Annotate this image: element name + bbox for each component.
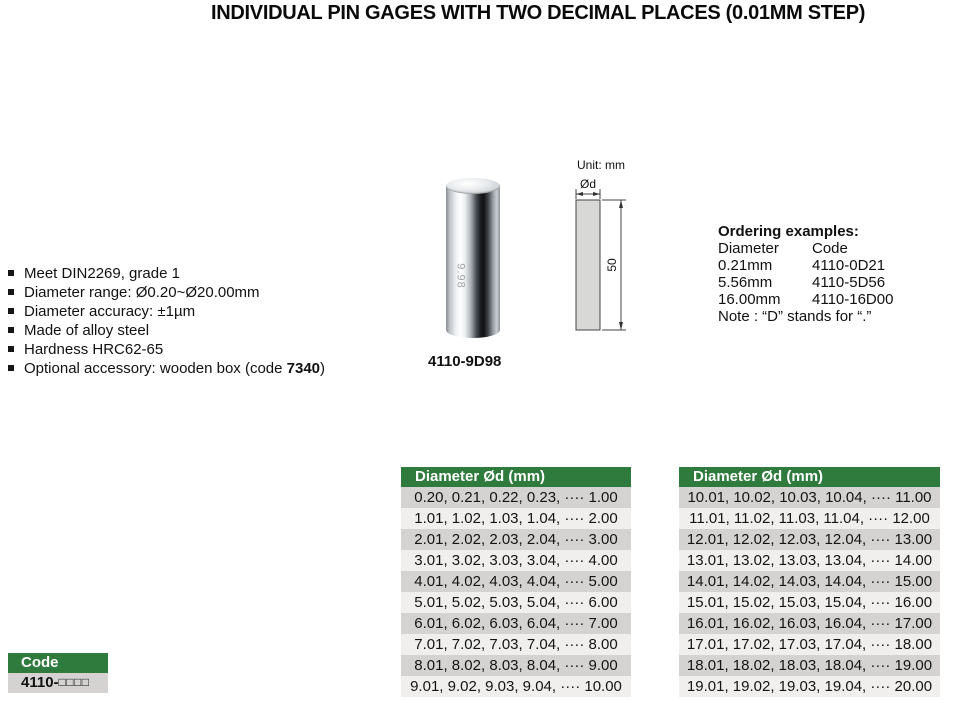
table-row: 10.01, 10.02, 10.03, 10.04, ···· 11.00 <box>679 487 940 508</box>
table-row: 1.01, 1.02, 1.03, 1.04, ···· 2.00 <box>401 508 631 529</box>
ordering-note: Note : “D” stands for “.” <box>718 308 872 325</box>
ordering-example-row: 0.21mm 4110-0D21 <box>718 257 886 274</box>
table-row: 8.01, 8.02, 8.03, 8.04, ···· 9.00 <box>401 655 631 676</box>
pin-outline-rect <box>576 200 600 330</box>
diameter-table-2 <box>679 467 940 697</box>
table-row: 19.01, 19.02, 19.03, 19.04, ···· 20.00 <box>679 676 940 697</box>
unit-label: Unit: mm <box>577 158 625 172</box>
table-row: 3.01, 3.02, 3.03, 3.04, ···· 4.00 <box>401 550 631 571</box>
length-dim-label: 50 <box>605 258 619 272</box>
feature-item: Hardness HRC62-65 <box>8 340 325 359</box>
ordering-header-row <box>718 240 893 257</box>
ordering-col-diameter: Diameter <box>718 240 779 257</box>
diameter-table-2-header: Diameter Ød (mm) <box>679 467 940 487</box>
code-prefix: 4110- <box>21 674 59 691</box>
feature-list <box>8 264 325 378</box>
feature-item: Diameter range: Ø0.20~Ø20.00mm <box>8 283 325 302</box>
pin-body <box>446 185 500 338</box>
table-row: 16.01, 16.02, 16.03, 16.04, ···· 17.00 <box>679 613 940 634</box>
arrowhead-right-icon <box>593 192 600 196</box>
pin-top-face <box>446 178 500 194</box>
diameter-table-1-header: Diameter Ød (mm) <box>401 467 631 487</box>
table-row: 2.01, 2.02, 2.03, 2.04, ···· 3.00 <box>401 529 631 550</box>
feature-item: Made of alloy steel <box>8 321 325 340</box>
table-row: 14.01, 14.02, 14.03, 14.04, ···· 15.00 <box>679 571 940 592</box>
table-row: 6.01, 6.02, 6.03, 6.04, ···· 7.00 <box>401 613 631 634</box>
diameter-table-1-body <box>401 487 631 697</box>
diameter-table-1 <box>401 467 631 697</box>
feature-item: Meet DIN2269, grade 1 <box>8 264 325 283</box>
arrowhead-down-icon <box>619 322 623 330</box>
arrowhead-left-icon <box>576 192 583 196</box>
table-row: 15.01, 15.02, 15.03, 15.04, ···· 16.00 <box>679 592 940 613</box>
ordering-examples <box>718 223 893 325</box>
pin-gage-photo <box>446 178 500 338</box>
code-box <box>8 653 108 693</box>
code-pattern <box>8 673 108 693</box>
feature-item: Optional accessory: wooden box (code 7340) <box>8 359 325 378</box>
ordering-example-row: 16.00mm 4110-16D00 <box>718 291 894 308</box>
table-row: 4.01, 4.02, 4.03, 4.04, ···· 5.00 <box>401 571 631 592</box>
arrowhead-up-icon <box>619 200 623 208</box>
ordering-title: Ordering examples: <box>718 223 859 240</box>
table-row: 13.01, 13.02, 13.03, 13.04, ···· 14.00 <box>679 550 940 571</box>
page-title: INDIVIDUAL PIN GAGES WITH TWO DECIMAL PLACES (0.01MM STEP) <box>211 2 866 24</box>
ordering-col-code: Code <box>812 240 848 257</box>
table-row: 9.01, 9.02, 9.03, 9.04, ···· 10.00 <box>401 676 631 697</box>
table-row: 18.01, 18.02, 18.03, 18.04, ···· 19.00 <box>679 655 940 676</box>
diameter-dim-label: Ød <box>579 177 597 191</box>
table-row: 7.01, 7.02, 7.03, 7.04, ···· 8.00 <box>401 634 631 655</box>
table-row: 12.01, 12.02, 12.03, 12.04, ···· 13.00 <box>679 529 940 550</box>
feature-item: Diameter accuracy: ±1µm <box>8 302 325 321</box>
diameter-table-2-body <box>679 487 940 697</box>
pin-model-label: 4110-9D98 <box>428 353 502 370</box>
pin-engraving: 9.98 <box>454 263 467 289</box>
table-row: 5.01, 5.02, 5.03, 5.04, ···· 6.00 <box>401 592 631 613</box>
table-row: 11.01, 11.02, 11.03, 11.04, ···· 12.00 <box>679 508 940 529</box>
ordering-rows <box>718 257 893 308</box>
ordering-example-row: 5.56mm 4110-5D56 <box>718 274 886 291</box>
table-row: 0.20, 0.21, 0.22, 0.23, ···· 1.00 <box>401 487 631 508</box>
code-placeholder-squares: □□□□ <box>58 675 90 689</box>
dimension-drawing <box>560 172 650 342</box>
table-row: 17.01, 17.02, 17.03, 17.04, ···· 18.00 <box>679 634 940 655</box>
code-box-header: Code <box>8 653 108 673</box>
